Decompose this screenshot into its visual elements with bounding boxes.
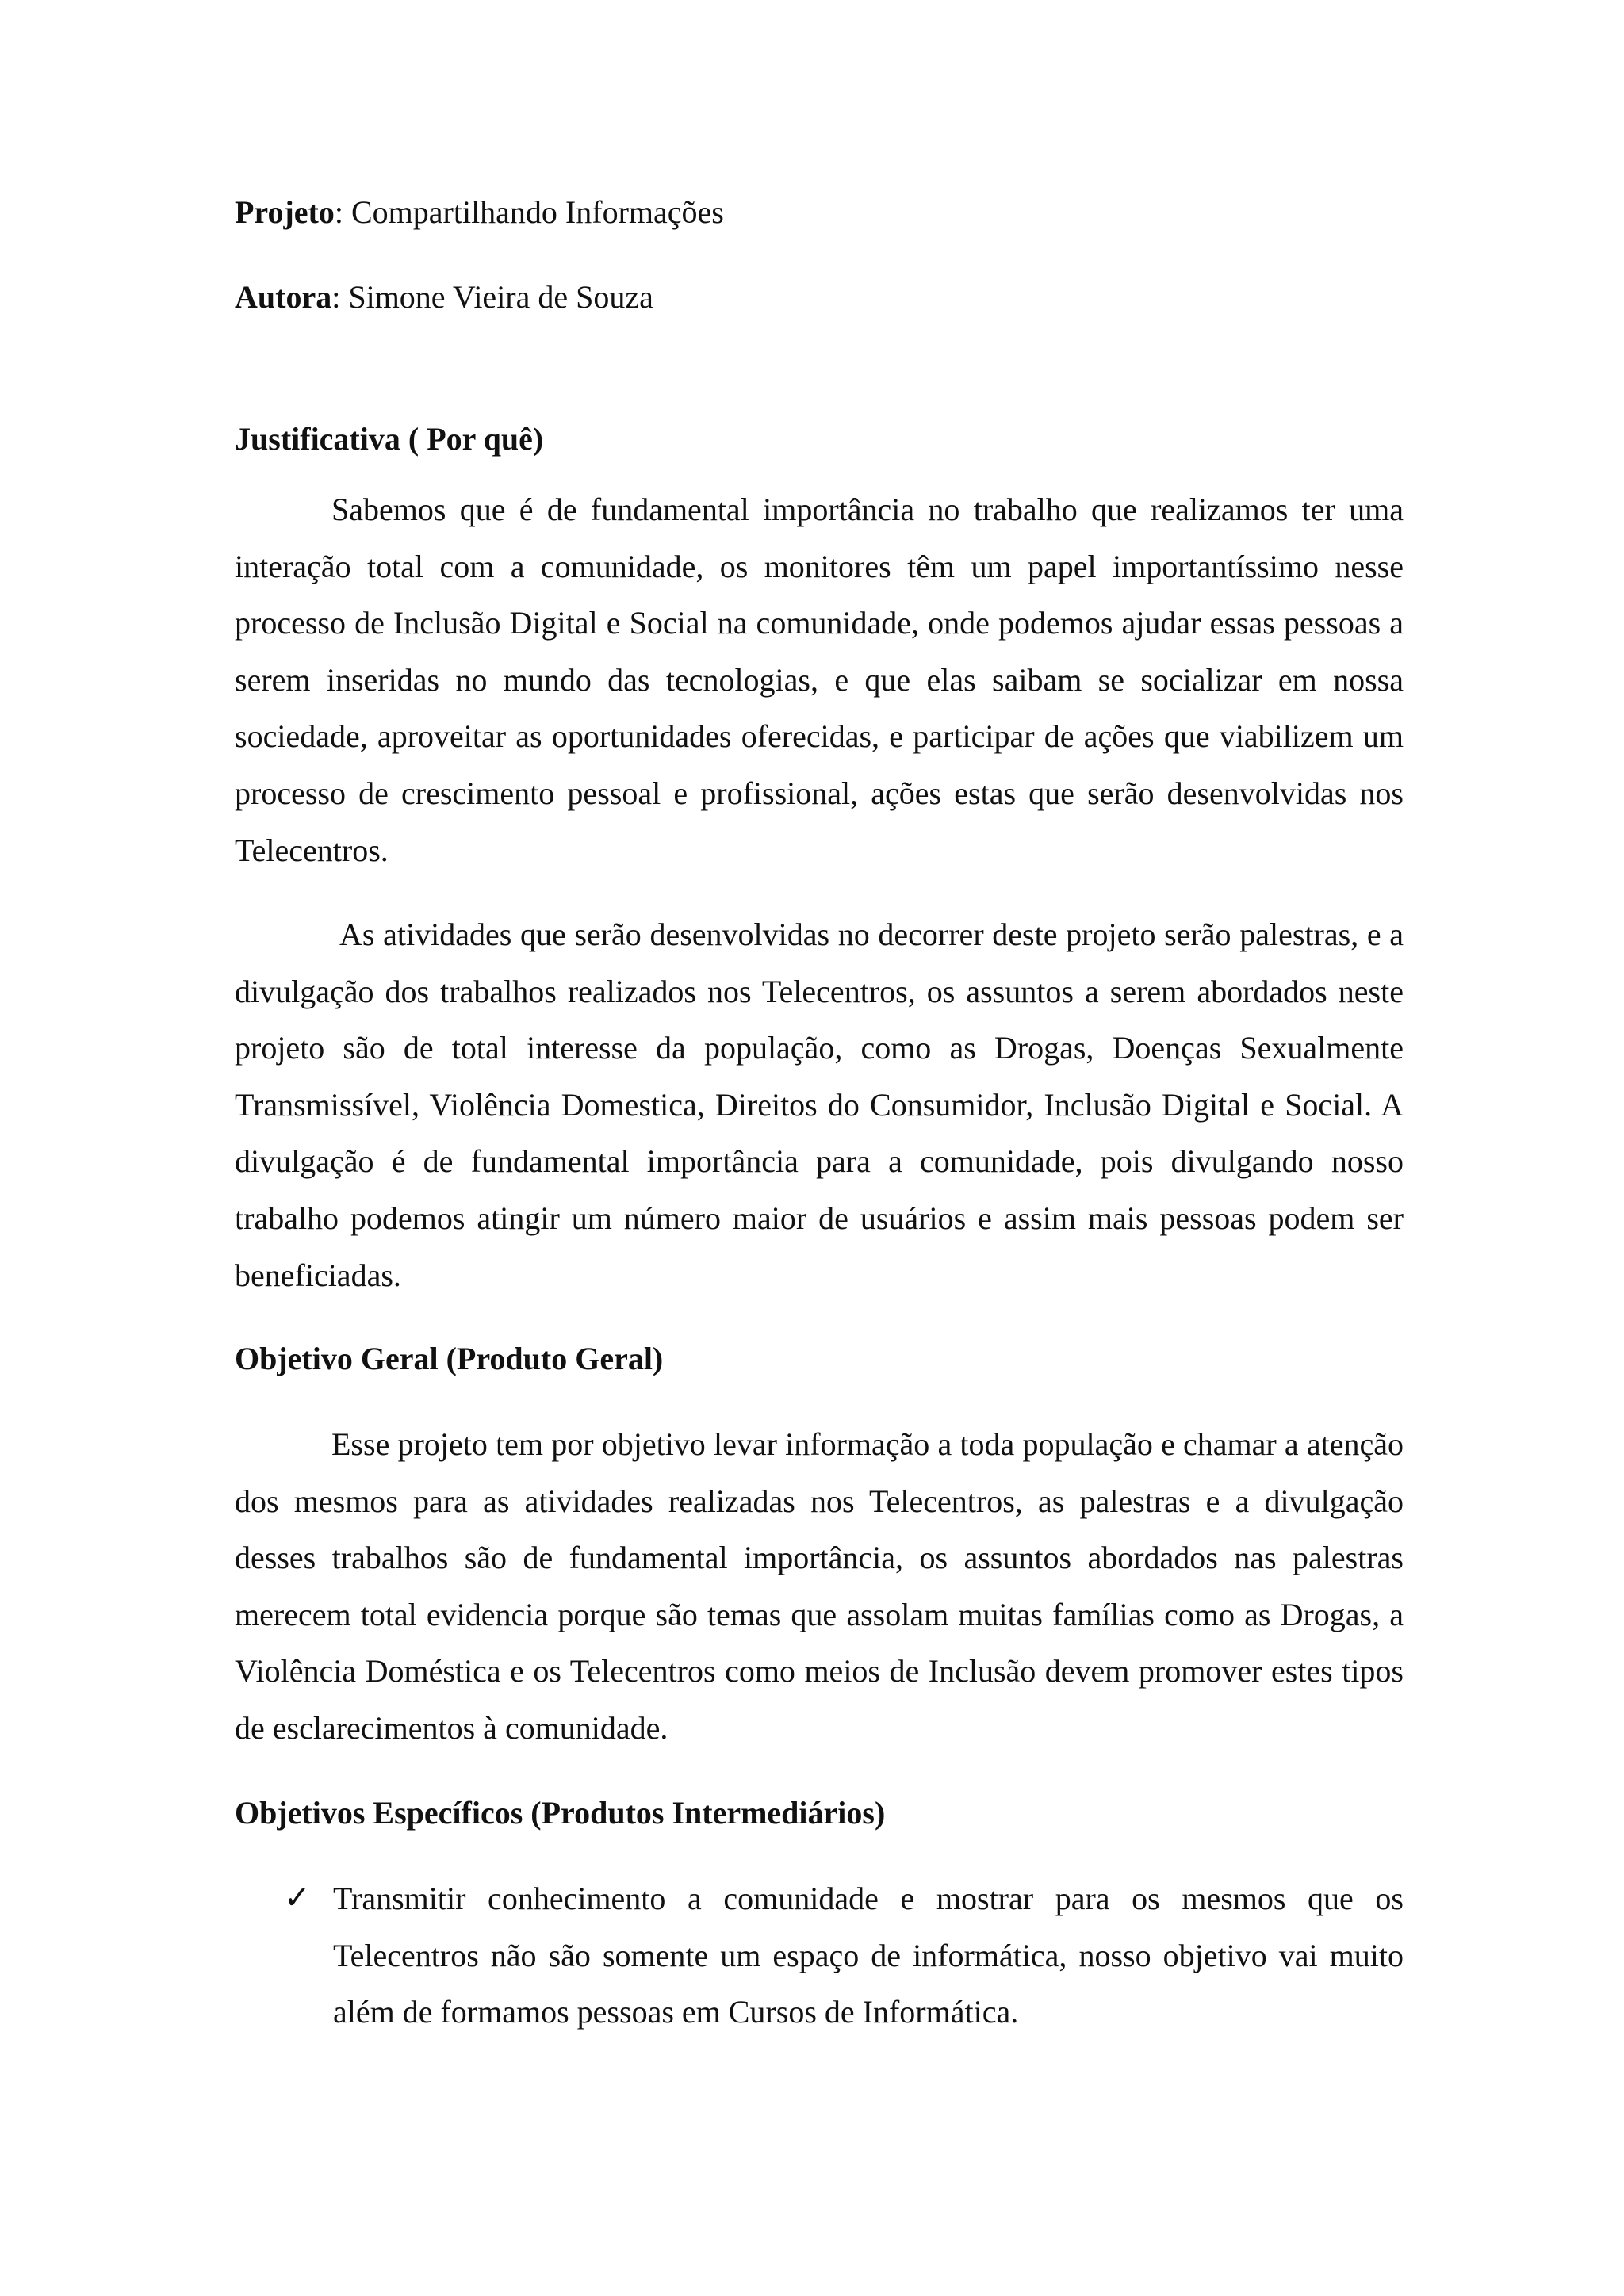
project-line [235,193,1404,232]
list-item: Transmitir conhecimento a comunidade e mostrar para os mesmos que os Telecentros não são somente um espaço de informática, nosso objetivo vai muito além de formamos pessoas em Cursos de Informática. [333,1881,1404,2030]
justificativa-paragraph-1: Sabemos que é de fundamental importância no trabalho que realizamos ter uma interação total com a comunidade, os monitores têm um papel importantíssimo nesse processo de Inclusão Digital e Social na comunidade, onde podemos ajudar essas pessoas a serem inseridas no mundo das tecnologias, e que elas saibam se socializar em nossa sociedade, aproveitar as oportunidades oferecidas, e participar de ações que viabilizem um processo de crescimento pessoal e profissional, ações estas que serão desenvolvidas nos Telecentros. [235,492,1404,868]
justificativa-paragraph-2: As atividades que serão desenvolvidas no decorrer deste projeto serão palestras, e a divulgação dos trabalhos realizados nos Telecentros, os assuntos a serem abordados neste projeto são de total interesse da população, como as Drogas, Doenças Sexualmente Transmissível, Violência Domestica, Direitos do Consumidor, Inclusão Digital e Social. A divulgação é de fundamental importância para a comunidade, pois divulgando nosso trabalho podemos atingir um número maior de usuários e assim mais pessoas podem ser beneficiadas. [235,916,1404,1293]
author-value: : Simone Vieira de Souza [331,279,653,315]
objetivo-geral-heading: Objetivo Geral (Produto Geral) [235,1341,664,1376]
project-label: Projeto [235,194,335,230]
author-line [235,278,1404,316]
document-page [235,0,1404,2296]
justificativa-heading: Justificativa ( Por quê) [235,421,544,457]
project-value: : Compartilhando Informações [334,194,724,230]
objetivos-especificos-heading: Objetivos Específicos (Produtos Intermediários) [235,1795,886,1831]
checkmark-icon: ✓ [284,1880,311,1916]
objetivo-geral-paragraph: Esse projeto tem por objetivo levar informação a toda população e chamar a atenção dos mesmos para as atividades realizadas nos Telecentros, as palestras e a divulgação desses trabalhos são de fundamental importância, os assuntos abordados nas palestras merecem total evidencia porque são temas que assolam muitas famílias como as Drogas, a Violência Doméstica e os Telecentros como meios de Inclusão devem promover estes tipos de esclarecimentos à comunidade. [235,1426,1404,1746]
author-label: Autora [235,279,332,315]
